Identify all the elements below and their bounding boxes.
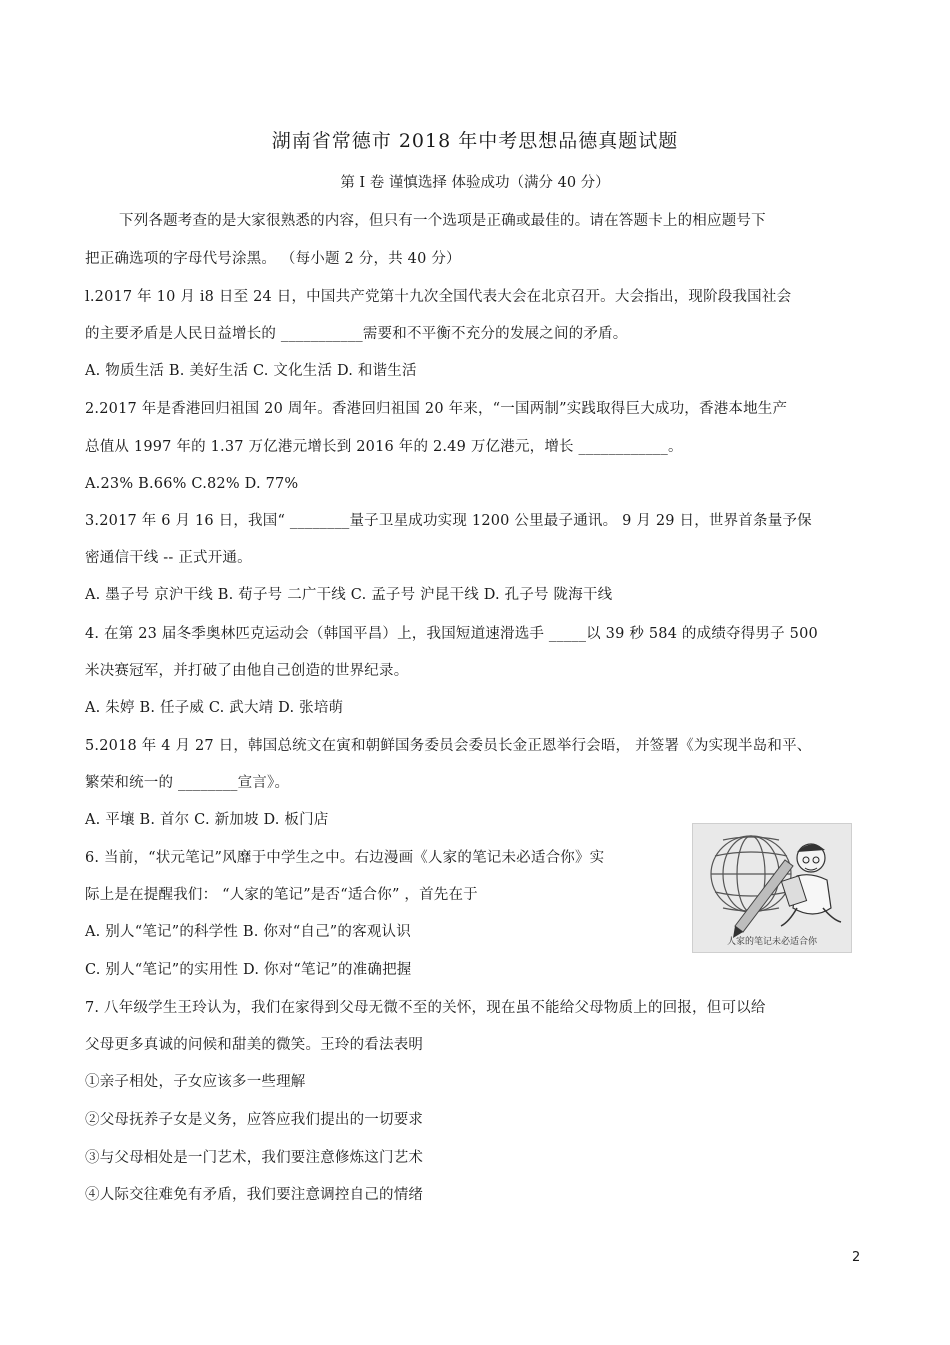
question-3-line: 密通信干线 -- 正式开通。: [85, 550, 252, 566]
question-6-line: 6. 当前，“状元笔记”风靡于中学生之中。右边漫画《人家的笔记未必适合你》实: [85, 850, 605, 866]
cartoon-caption: 人家的笔记未必适合你: [726, 937, 817, 947]
question-3-line: 3.2017 年 6 月 16 日，我国“ ________量子卫星成功实现 1200 公里最子通讯。 9 月 29 日，世界首条量予保: [85, 513, 812, 529]
question-7-line: 7. 八年级学生王玲认为，我们在家得到父母无微不至的关怀，现在虽不能给父母物质上的回报，但可以给: [85, 1000, 766, 1016]
question-7-statement: ④人际交往难免有矛盾，我们要注意调控自己的情绪: [85, 1187, 424, 1203]
question-2-line: 总值从 1997 年的 1.37 万亿港元增长到 2016 年的 2.49 万亿港元，增长 ____________。: [85, 439, 683, 455]
cartoon-drawing: [693, 824, 851, 952]
question-4-line: 米决赛冠军，并打破了由他自己创造的世界纪录。: [85, 663, 409, 679]
question-3-options: A. 墨子号 京沪干线 B. 荀子号 二广干线 C. 孟子号 沪昆干线 D. 孔子号 陇海干线: [85, 587, 613, 603]
question-5-line: 5.2018 年 4 月 27 日，韩国总统文在寅和朝鲜国务委员会委员长金正恩举行会晤， 并签署《为实现半岛和平、: [85, 738, 812, 754]
question-7-statement: ③与父母相处是一门艺术，我们要注意修炼这门艺术: [85, 1150, 424, 1166]
question-4-line: 4. 在第 23 届冬季奥林匹克运动会（韩国平昌）上，我国短道速滑选手 _____以 39 秒 584 的成绩夺得男子 500: [85, 626, 818, 642]
question-7-line: 父母更多真诚的问候和甜美的微笑。王玲的看法表明: [85, 1037, 424, 1053]
cartoon-image: [692, 823, 852, 953]
question-2-options: A.23% B.66% C.82% D. 77%: [85, 476, 299, 492]
question-6-options: C. 别人“笔记”的实用性 D. 你对“笔记”的准确把握: [85, 962, 412, 978]
question-1-line: l.2017 年 10 月 i8 日至 24 日，中国共产党第十九次全国代表大会在北京召开。大会指出，现阶段我国社会: [85, 289, 792, 305]
question-6-options: A. 别人“笔记”的科学性 B. 你对“自己”的客观认识: [85, 924, 411, 940]
page-number: 2: [852, 1250, 861, 1265]
question-4-options: A. 朱婷 B. 任子威 C. 武大靖 D. 张培萌: [85, 700, 344, 716]
question-5-options: A. 平壤 B. 首尔 C. 新加坡 D. 板门店: [85, 812, 329, 828]
instruction-line: 下列各题考查的是大家很熟悉的内容，但只有一个选项是正确或最佳的。请在答题卡上的相应题号下: [119, 213, 766, 229]
question-1-line: 的主要矛盾是人民日益增长的 ___________需要和不平衡不充分的发展之间的矛盾。: [85, 326, 628, 342]
question-6-line: 际上是在提醒我们： “人家的笔记”是否“适合你” ，首先在于: [85, 887, 478, 903]
section-subtitle: 第 I 卷 谨慎选择 体验成功（满分 40 分）: [340, 175, 610, 191]
question-7-statement: ①亲子相处，子女应该多一些理解: [85, 1074, 306, 1090]
question-7-statement: ②父母抚养子女是义务，应答应我们提出的一切要求: [85, 1112, 424, 1128]
question-2-line: 2.2017 年是香港回归祖国 20 周年。香港回归祖国 20 年来，“一国两制”实践取得巨大成功，香港本地生产: [85, 401, 788, 417]
question-1-options: A. 物质生活 B. 美好生活 C. 文化生活 D. 和谐生活: [85, 363, 417, 379]
instruction-line: 把正确选项的字母代号涂黑。 （每小题 2 分，共 40 分）: [85, 251, 461, 267]
question-5-line: 繁荣和统一的 ________宣言》。: [85, 775, 290, 791]
page-title: 湖南省常德市 2018 年中考思想品德真题试题: [271, 130, 679, 152]
